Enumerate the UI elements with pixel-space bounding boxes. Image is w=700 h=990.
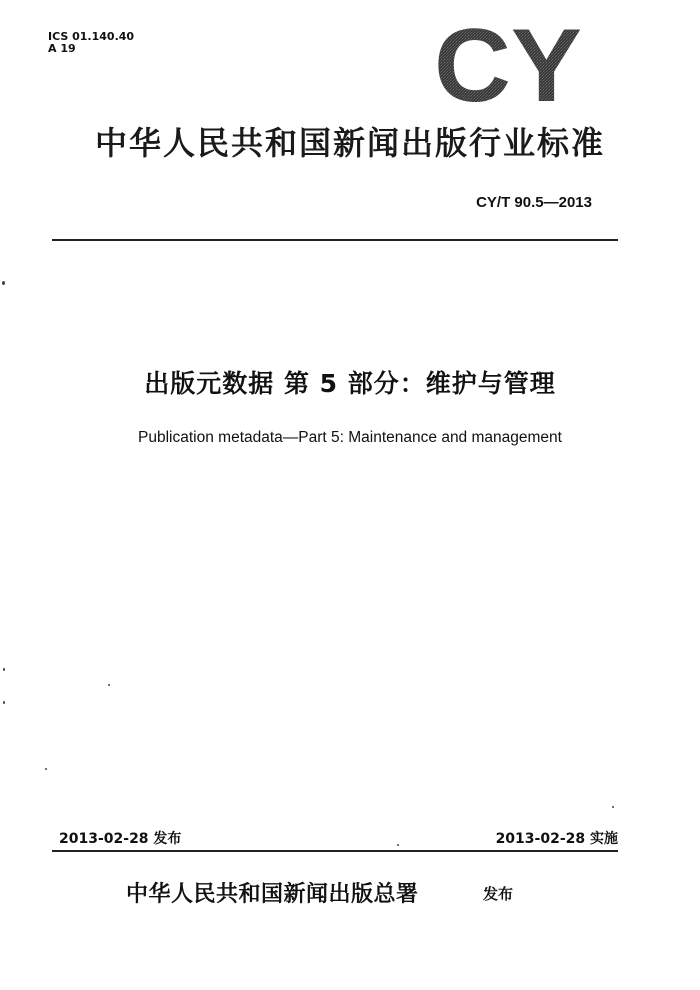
implementation-date: 2013-02-28 实施 — [495, 831, 618, 847]
ccs-code: A 19 — [48, 42, 76, 55]
scan-speck — [397, 844, 399, 846]
bottom-divider — [52, 850, 618, 852]
scan-speck — [3, 701, 5, 704]
publishing-organization: 中华人民共和国新闻出版总署 — [126, 881, 419, 907]
document-title-english: Publication metadata—Part 5: Maintenance and management — [138, 429, 562, 446]
publish-label: 发布 — [483, 885, 514, 903]
classification-codes — [48, 31, 134, 55]
cy-logo — [432, 20, 584, 108]
standard-number: CY/T 90.5—2013 — [476, 194, 592, 211]
scan-speck — [108, 684, 110, 686]
top-divider — [52, 239, 618, 241]
scan-speck — [2, 281, 5, 285]
standard-category-title: 中华人民共和国新闻出版行业标准 — [94, 124, 605, 162]
scan-speck — [3, 668, 5, 671]
ics-code: ICS 01.140.40 — [48, 30, 135, 43]
scan-speck — [612, 806, 614, 808]
logo-text: CY — [434, 20, 582, 108]
document-title-chinese: 出版元数据 第 5 部分：维护与管理 — [144, 369, 556, 398]
scan-speck — [45, 768, 47, 770]
issue-date: 2013-02-28 发布 — [59, 831, 182, 847]
